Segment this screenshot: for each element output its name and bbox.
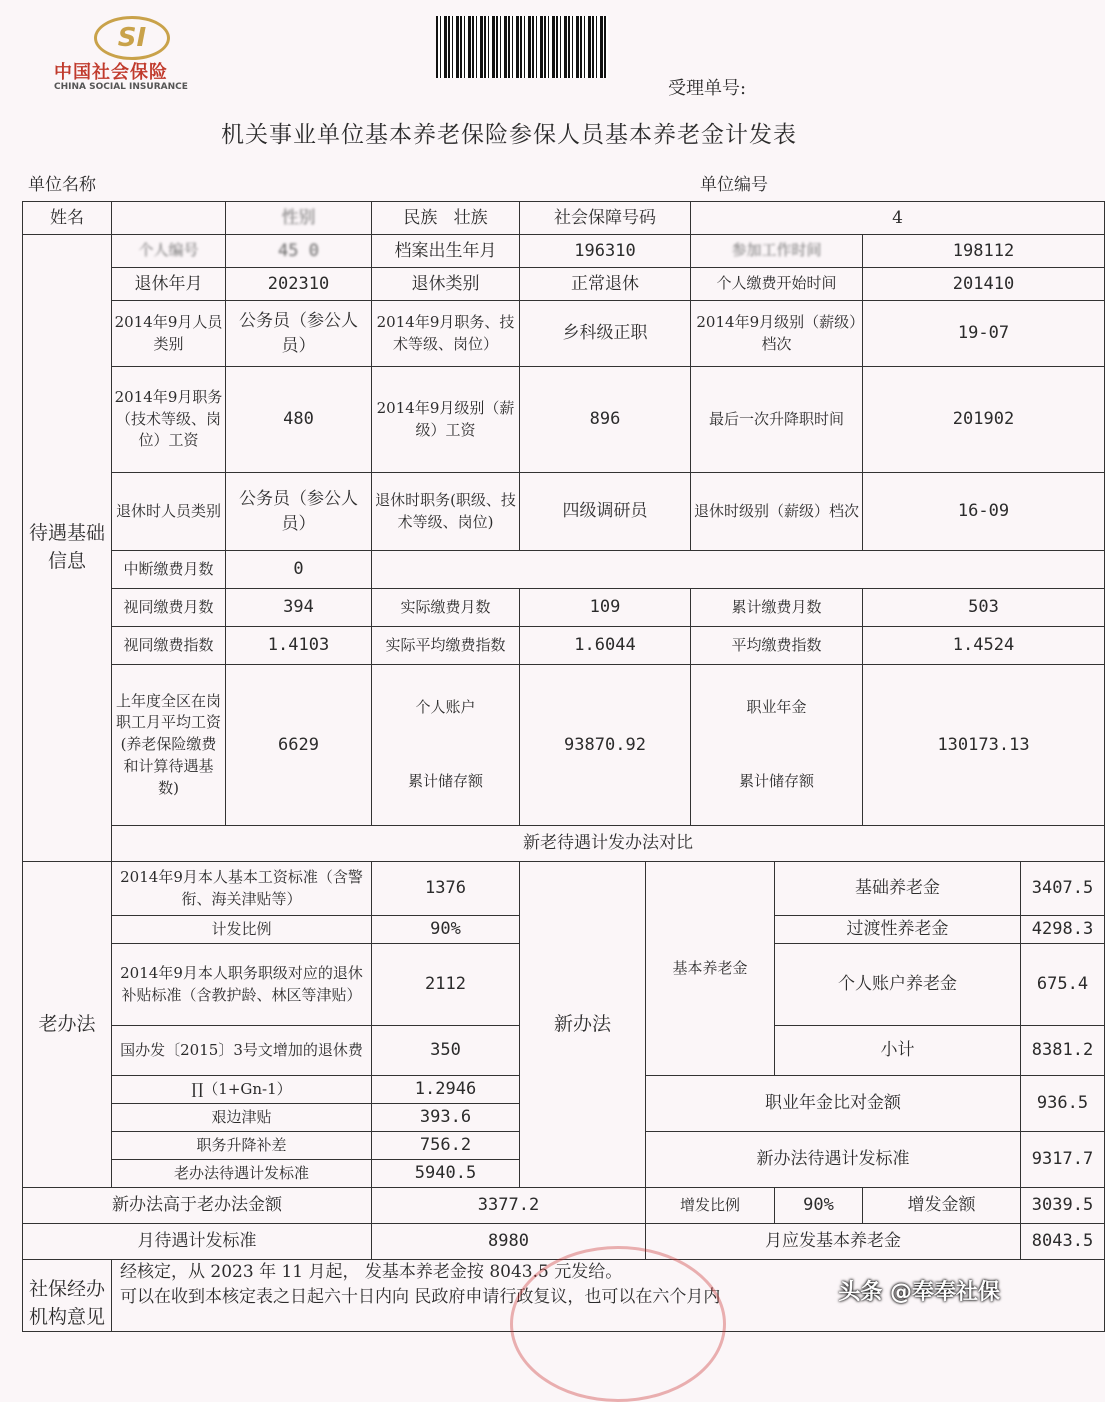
birth-label: 档案出生年月 [372, 235, 520, 268]
monthly-due-label: 月应发基本养老金 [646, 1224, 1021, 1260]
promotion-diff-value: 756.2 [372, 1132, 520, 1160]
grade-wage-2014-label: 2014年9月级别（薪级）工资 [372, 367, 520, 473]
increase-amount-value: 3039.5 [1021, 1188, 1105, 1224]
old-method-section-label: 老办法 [23, 862, 112, 1188]
china-social-insurance-logo [50, 16, 220, 96]
ethnicity-value: 壮族 [453, 207, 488, 228]
name-value [112, 202, 226, 235]
retire-category-label: 退休时人员类别 [112, 473, 226, 551]
contrib-start-value: 201410 [863, 268, 1105, 301]
annuity-label-top: 职业年金 [746, 698, 807, 717]
compare-title: 新老待遇计发办法对比 [112, 826, 1105, 862]
work-start-value: 198112 [863, 235, 1105, 268]
birth-value: 196310 [520, 235, 691, 268]
personal-account-value: 93870.92 [520, 665, 691, 826]
grade-2014-value: 19-07 [863, 301, 1105, 367]
basic-info-section-label: 待遇基础信息 [23, 235, 112, 862]
last-promotion-value: 201902 [863, 367, 1105, 473]
monthly-standard-label: 月待遇计发标准 [23, 1224, 372, 1260]
watermark-text: 头条 @奉奉社保 [838, 1280, 1000, 1305]
total-months-value: 503 [863, 589, 1105, 627]
retire-month-value: 202310 [226, 268, 372, 301]
new-standard-value: 9317.7 [1021, 1132, 1105, 1188]
base-pension-label: 基础养老金 [775, 862, 1021, 916]
agency-note-line-2: 可以在收到本核定表之日起六十日内向 民政府申请行政复议，也可以在六个月内 [120, 1286, 721, 1307]
border-allowance-label: 艰边津贴 [112, 1104, 372, 1132]
new-standard-label: 新办法待遇计发标准 [646, 1132, 1021, 1188]
personal-account-pension-value: 675.4 [1021, 944, 1105, 1026]
base-wage-label: 2014年9月本人基本工资标准（含警衔、海关津贴等） [112, 862, 372, 916]
deemed-index-value: 1.4103 [226, 627, 372, 665]
ethnicity-cell [372, 202, 520, 235]
grade-2014-label: 2014年9月级别（薪级）档次 [691, 301, 863, 367]
contrib-start-label: 个人缴费开始时间 [691, 268, 863, 301]
monthly-standard-value: 8980 [372, 1224, 646, 1260]
personal-no-value: 45 0 [226, 235, 372, 268]
increase-ratio-value: 90% [775, 1188, 863, 1224]
barcode-icon [436, 16, 608, 78]
annuity-compare-label: 职业年金比对金额 [646, 1076, 1021, 1132]
annuity-value: 130173.13 [863, 665, 1105, 826]
annuity-label-bottom: 累计储存额 [738, 772, 814, 790]
new-higher-value: 3377.2 [372, 1188, 646, 1224]
actual-index-label: 实际平均缴费指数 [372, 627, 520, 665]
name-label: 姓名 [23, 202, 112, 235]
work-start-label: 参加工作时间 [691, 235, 863, 268]
unit-name-label: 单位名称 [28, 175, 96, 195]
increase-ratio-label: 增发比例 [646, 1188, 775, 1224]
doc-2015-value: 350 [372, 1026, 520, 1076]
deemed-months-value: 394 [226, 589, 372, 627]
old-standard-value: 5940.5 [372, 1160, 520, 1188]
personal-account-pension-label: 个人账户养老金 [775, 944, 1021, 1026]
deemed-months-label: 视同缴费月数 [112, 589, 226, 627]
border-allowance-value: 393.6 [372, 1104, 520, 1132]
logo-cn-text: 中国社会保险 [54, 62, 168, 83]
deemed-index-label: 视同缴费指数 [112, 627, 226, 665]
retire-subsidy-value: 2112 [372, 944, 520, 1026]
subtotal-label: 小计 [775, 1026, 1021, 1076]
unit-code-label: 单位编号 [700, 175, 768, 195]
document-header [0, 0, 1018, 200]
new-method-section-label: 新办法 [520, 862, 646, 1188]
pension-calculation-table [22, 201, 1105, 1332]
si-logo-icon: SI [94, 16, 170, 60]
actual-index-value: 1.6044 [520, 627, 691, 665]
monthly-due-value: 8043.5 [1021, 1224, 1105, 1260]
personal-account-label-bottom: 累计储存额 [407, 772, 483, 790]
category-2014-value: 公务员（参公人员） [226, 301, 372, 367]
retire-type-label: 退休类别 [372, 268, 520, 301]
old-standard-label: 老办法待遇计发标准 [112, 1160, 372, 1188]
post-wage-2014-label: 2014年9月职务（技术等级、岗位）工资 [112, 367, 226, 473]
gender-label: 性别 [226, 202, 372, 235]
doc-2015-label: 国办发〔2015〕3号文增加的退休费 [112, 1026, 372, 1076]
ratio-label: 计发比例 [112, 916, 372, 944]
form-title: 机关事业单位基本养老保险参保人员基本养老金计发表 [221, 122, 797, 148]
retire-month-label: 退休年月 [112, 268, 226, 301]
retire-post-label: 退休时职务(职级、技术等级、岗位) [372, 473, 520, 551]
agency-note-line-1: 经核定，从 2023 年 11 月起， 发基本养老金按 8043.5 元发给。 [120, 1262, 623, 1282]
new-higher-label: 新办法高于老办法金额 [23, 1188, 372, 1224]
agency-opinion-label: 社保经办机构意见 [23, 1260, 112, 1332]
logo-en-text: CHINA SOCIAL INSURANCE [54, 82, 188, 92]
receipt-number-label: 受理单号: [668, 78, 747, 99]
annuity-label [691, 665, 863, 826]
annuity-compare-value: 936.5 [1021, 1076, 1105, 1132]
base-pension-value: 3407.5 [1021, 862, 1105, 916]
increase-amount-label: 增发金额 [863, 1188, 1021, 1224]
growth-product-label: ∏（1+Gn-1） [112, 1076, 372, 1104]
retire-type-value: 正常退休 [520, 268, 691, 301]
category-2014-label: 2014年9月人员类别 [112, 301, 226, 367]
growth-product-value: 1.2946 [372, 1076, 520, 1104]
grade-wage-2014-value: 896 [520, 367, 691, 473]
retire-grade-label: 退休时级别（薪级）档次 [691, 473, 863, 551]
basic-pension-label: 基本养老金 [646, 862, 775, 1076]
post-wage-2014-value: 480 [226, 367, 372, 473]
interrupt-months-label: 中断缴费月数 [112, 551, 226, 589]
transition-pension-label: 过渡性养老金 [775, 916, 1021, 944]
personal-account-label [372, 665, 520, 826]
retire-subsidy-label: 2014年9月本人职务职级对应的退休补贴标准（含教护龄、林区等津贴） [112, 944, 372, 1026]
actual-months-value: 109 [520, 589, 691, 627]
last-promotion-label: 最后一次升降职时间 [691, 367, 863, 473]
transition-pension-value: 4298.3 [1021, 916, 1105, 944]
promotion-diff-label: 职务升降补差 [112, 1132, 372, 1160]
interrupt-months-value: 0 [226, 551, 372, 589]
ratio-value: 90% [372, 916, 520, 944]
avg-index-label: 平均缴费指数 [691, 627, 863, 665]
post-2014-value: 乡科级正职 [520, 301, 691, 367]
personal-no-label: 个人编号 [112, 235, 226, 268]
avg-wage-label: 上年度全区在岗职工月平均工资(养老保险缴费和计算待遇基数) [112, 665, 226, 826]
actual-months-label: 实际缴费月数 [372, 589, 520, 627]
ssn-value: 4 [691, 202, 1105, 235]
official-seal-icon [510, 1246, 726, 1402]
avg-wage-value: 6629 [226, 665, 372, 826]
subtotal-value: 8381.2 [1021, 1026, 1105, 1076]
ethnicity-label: 民族 [403, 207, 438, 228]
avg-index-value: 1.4524 [863, 627, 1105, 665]
empty-cell [372, 551, 1105, 589]
post-2014-label: 2014年9月职务、技术等级、岗位） [372, 301, 520, 367]
retire-category-value: 公务员（参公人员） [226, 473, 372, 551]
retire-post-value: 四级调研员 [520, 473, 691, 551]
base-wage-value: 1376 [372, 862, 520, 916]
ssn-label: 社会保障号码 [520, 202, 691, 235]
retire-grade-value: 16-09 [863, 473, 1105, 551]
total-months-label: 累计缴费月数 [691, 589, 863, 627]
personal-account-label-top: 个人账户 [415, 698, 476, 717]
